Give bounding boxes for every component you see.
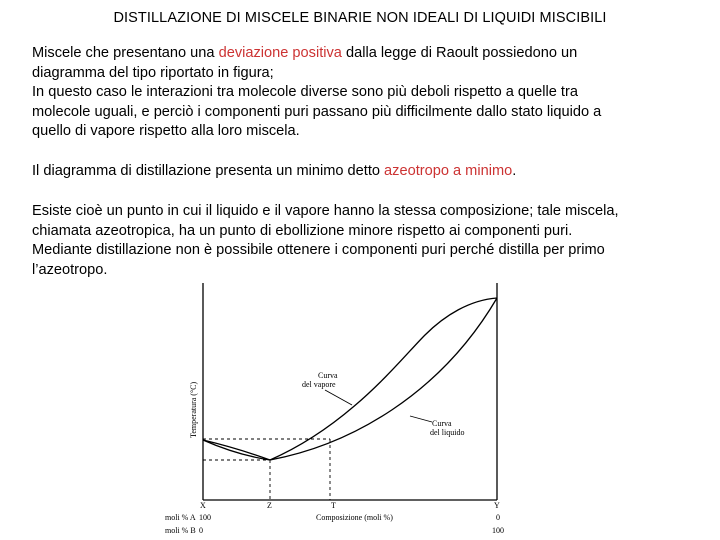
paragraph-raoult-line-3: In questo caso le interazioni tra molecole diverse sono più deboli rispetto a quelle tra [32,84,578,101]
tick-x: X [200,501,206,510]
tick-z: Z [267,501,272,510]
row1-left-value: 100 [199,513,211,522]
paragraph-azeotrope: Il diagramma di distillazione presenta un minimo detto azeotropo a minimo. [32,163,517,179]
page-title: DISTILLAZIONE DI MISCELE BINARIE NON IDEALI DI LIQUIDI MISCIBILI [113,10,607,26]
row2-label: moli % B [165,526,196,535]
liquid-curve-label-line-2: del liquido [430,428,465,437]
row1-label: moli % A [165,513,196,522]
paragraph-composition [32,202,702,280]
distillation-diagram [160,280,520,540]
highlight-positive-deviation: deviazione positiva [218,45,342,61]
paragraph-raoult-line-2: diagramma del tipo riportato in figura; [32,64,274,81]
paragraph-composition-line-3: Mediante distillazione non è possibile ottenere i componenti puri perché distilla per primo [32,242,605,259]
row2-left-value: 0 [199,526,203,535]
liquid-curve-label-line-1: Curva [432,419,452,428]
x-axis-label: Composizione (moli %) [316,513,393,522]
paragraph-raoult [32,44,702,142]
highlight-minimum-azeotrope: azeotropo a minimo [384,163,513,179]
vapor-curve-left [203,440,270,460]
paragraph-raoult-line-1: Miscele che presentano una deviazione positiva dalla legge di Raoult possiedono un [32,45,578,61]
paragraph-raoult-line-4: molecole uguali, e perciò i componenti puri passano più difficilmente dallo stato liquido a [32,103,602,120]
paragraph-composition-line-4: l’azeotropo. [32,261,108,278]
tick-t: T [331,501,336,510]
row2-right-value: 100 [492,526,504,535]
row1-right-value: 0 [496,513,500,522]
vapor-curve-pointer [325,390,352,405]
vapor-curve-label-line-1: Curva [318,371,338,380]
vapor-curve-label-line-2: del vapore [302,380,336,389]
y-axis-label: Temperatura (°C) [189,381,198,438]
tick-y: Y [494,501,500,510]
paragraph-composition-line-2: chiamata azeotropica, ha un punto di ebollizione minore rispetto ai componenti puri. [32,222,573,239]
liquid-curve-pointer [410,416,432,422]
paragraph-composition-line-1: Esiste cioè un punto in cui il liquido e il vapore hanno la stessa composizione; tale miscela, [32,203,619,219]
paragraph-raoult-line-5: quello di vapore rispetto alla loro miscela. [32,123,300,140]
